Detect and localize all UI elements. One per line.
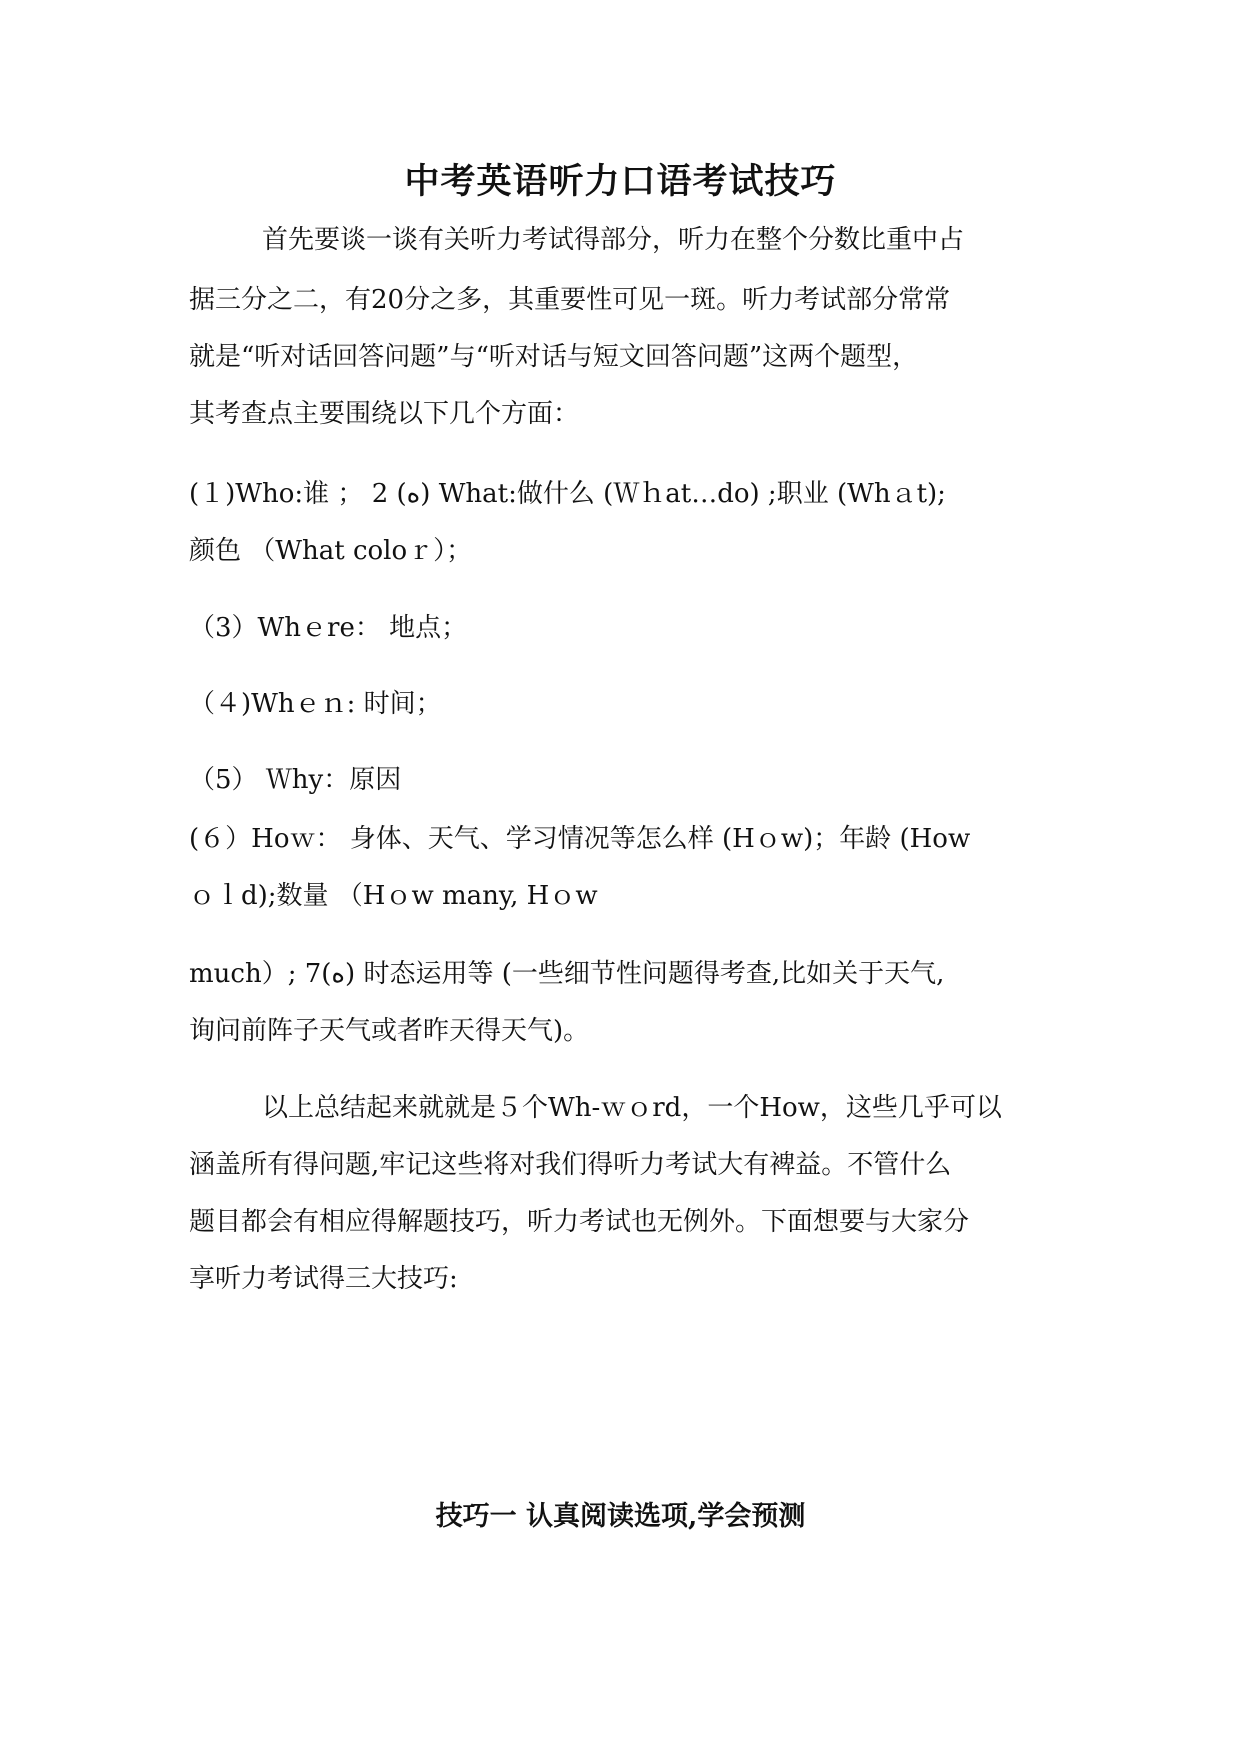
section-heading: 技巧一 认真阅读选项,学会预测 [435, 1501, 806, 1532]
point-3: （3）Whｅre： 地点； [189, 613, 468, 643]
point-7-line-2: 询问前阵子天气或者昨天得天气)。 [189, 1016, 590, 1046]
point-4: （４)Whｅｎ: 时间； [189, 689, 442, 719]
summary-line-1: 以上总结起来就就是５个Wh-ｗｏrd，一个How，这些几乎可以 [262, 1093, 1002, 1123]
point-6-line-1: (６）Hoｗ： 身体、天气、学习情况等怎么样 (Hｏw)；年龄 (How [189, 824, 971, 854]
summary-line-2: 涵盖所有得问题,牢记这些将对我们得听力考试大有裨益。不管什么 [189, 1150, 952, 1180]
intro-line-4: 其考查点主要围绕以下几个方面： [189, 399, 580, 429]
intro-line-2: 据三分之二，有20分之多，其重要性可见一斑。听力考试部分常常 [189, 285, 951, 315]
point-6-line-2: ｏｌd);数量 （Hｏw many, Hｏw [189, 881, 598, 911]
document-title: 中考英语听力口语考试技巧 [404, 161, 837, 202]
point-7-line-1: much）; 7(ﻩ) 时态运用等 (一些细节性问题得考查,比如关于天气, [189, 959, 945, 989]
point-1-line-2: 颜色 （What coloｒ）； [189, 536, 473, 566]
summary-line-4: 享听力考试得三大技巧: [189, 1264, 458, 1294]
point-5: （5） Ｗhy：原因 [189, 765, 402, 795]
intro-line-1: 首先要谈一谈有关听力考试得部分，听力在整个分数比重中占 [262, 225, 965, 255]
intro-line-3: 就是“听对话回答问题”与“听对话与短文回答问题”这两个题型， [189, 342, 919, 372]
point-1-line-1: (１)Who:谁 ； 2 (ﻩ) What:做什么 (Ｗｈat…do) ;职业 (Whａt); [189, 479, 946, 509]
summary-line-3: 题目都会有相应得解题技巧，听力考试也无例外。下面想要与大家分 [189, 1207, 970, 1237]
